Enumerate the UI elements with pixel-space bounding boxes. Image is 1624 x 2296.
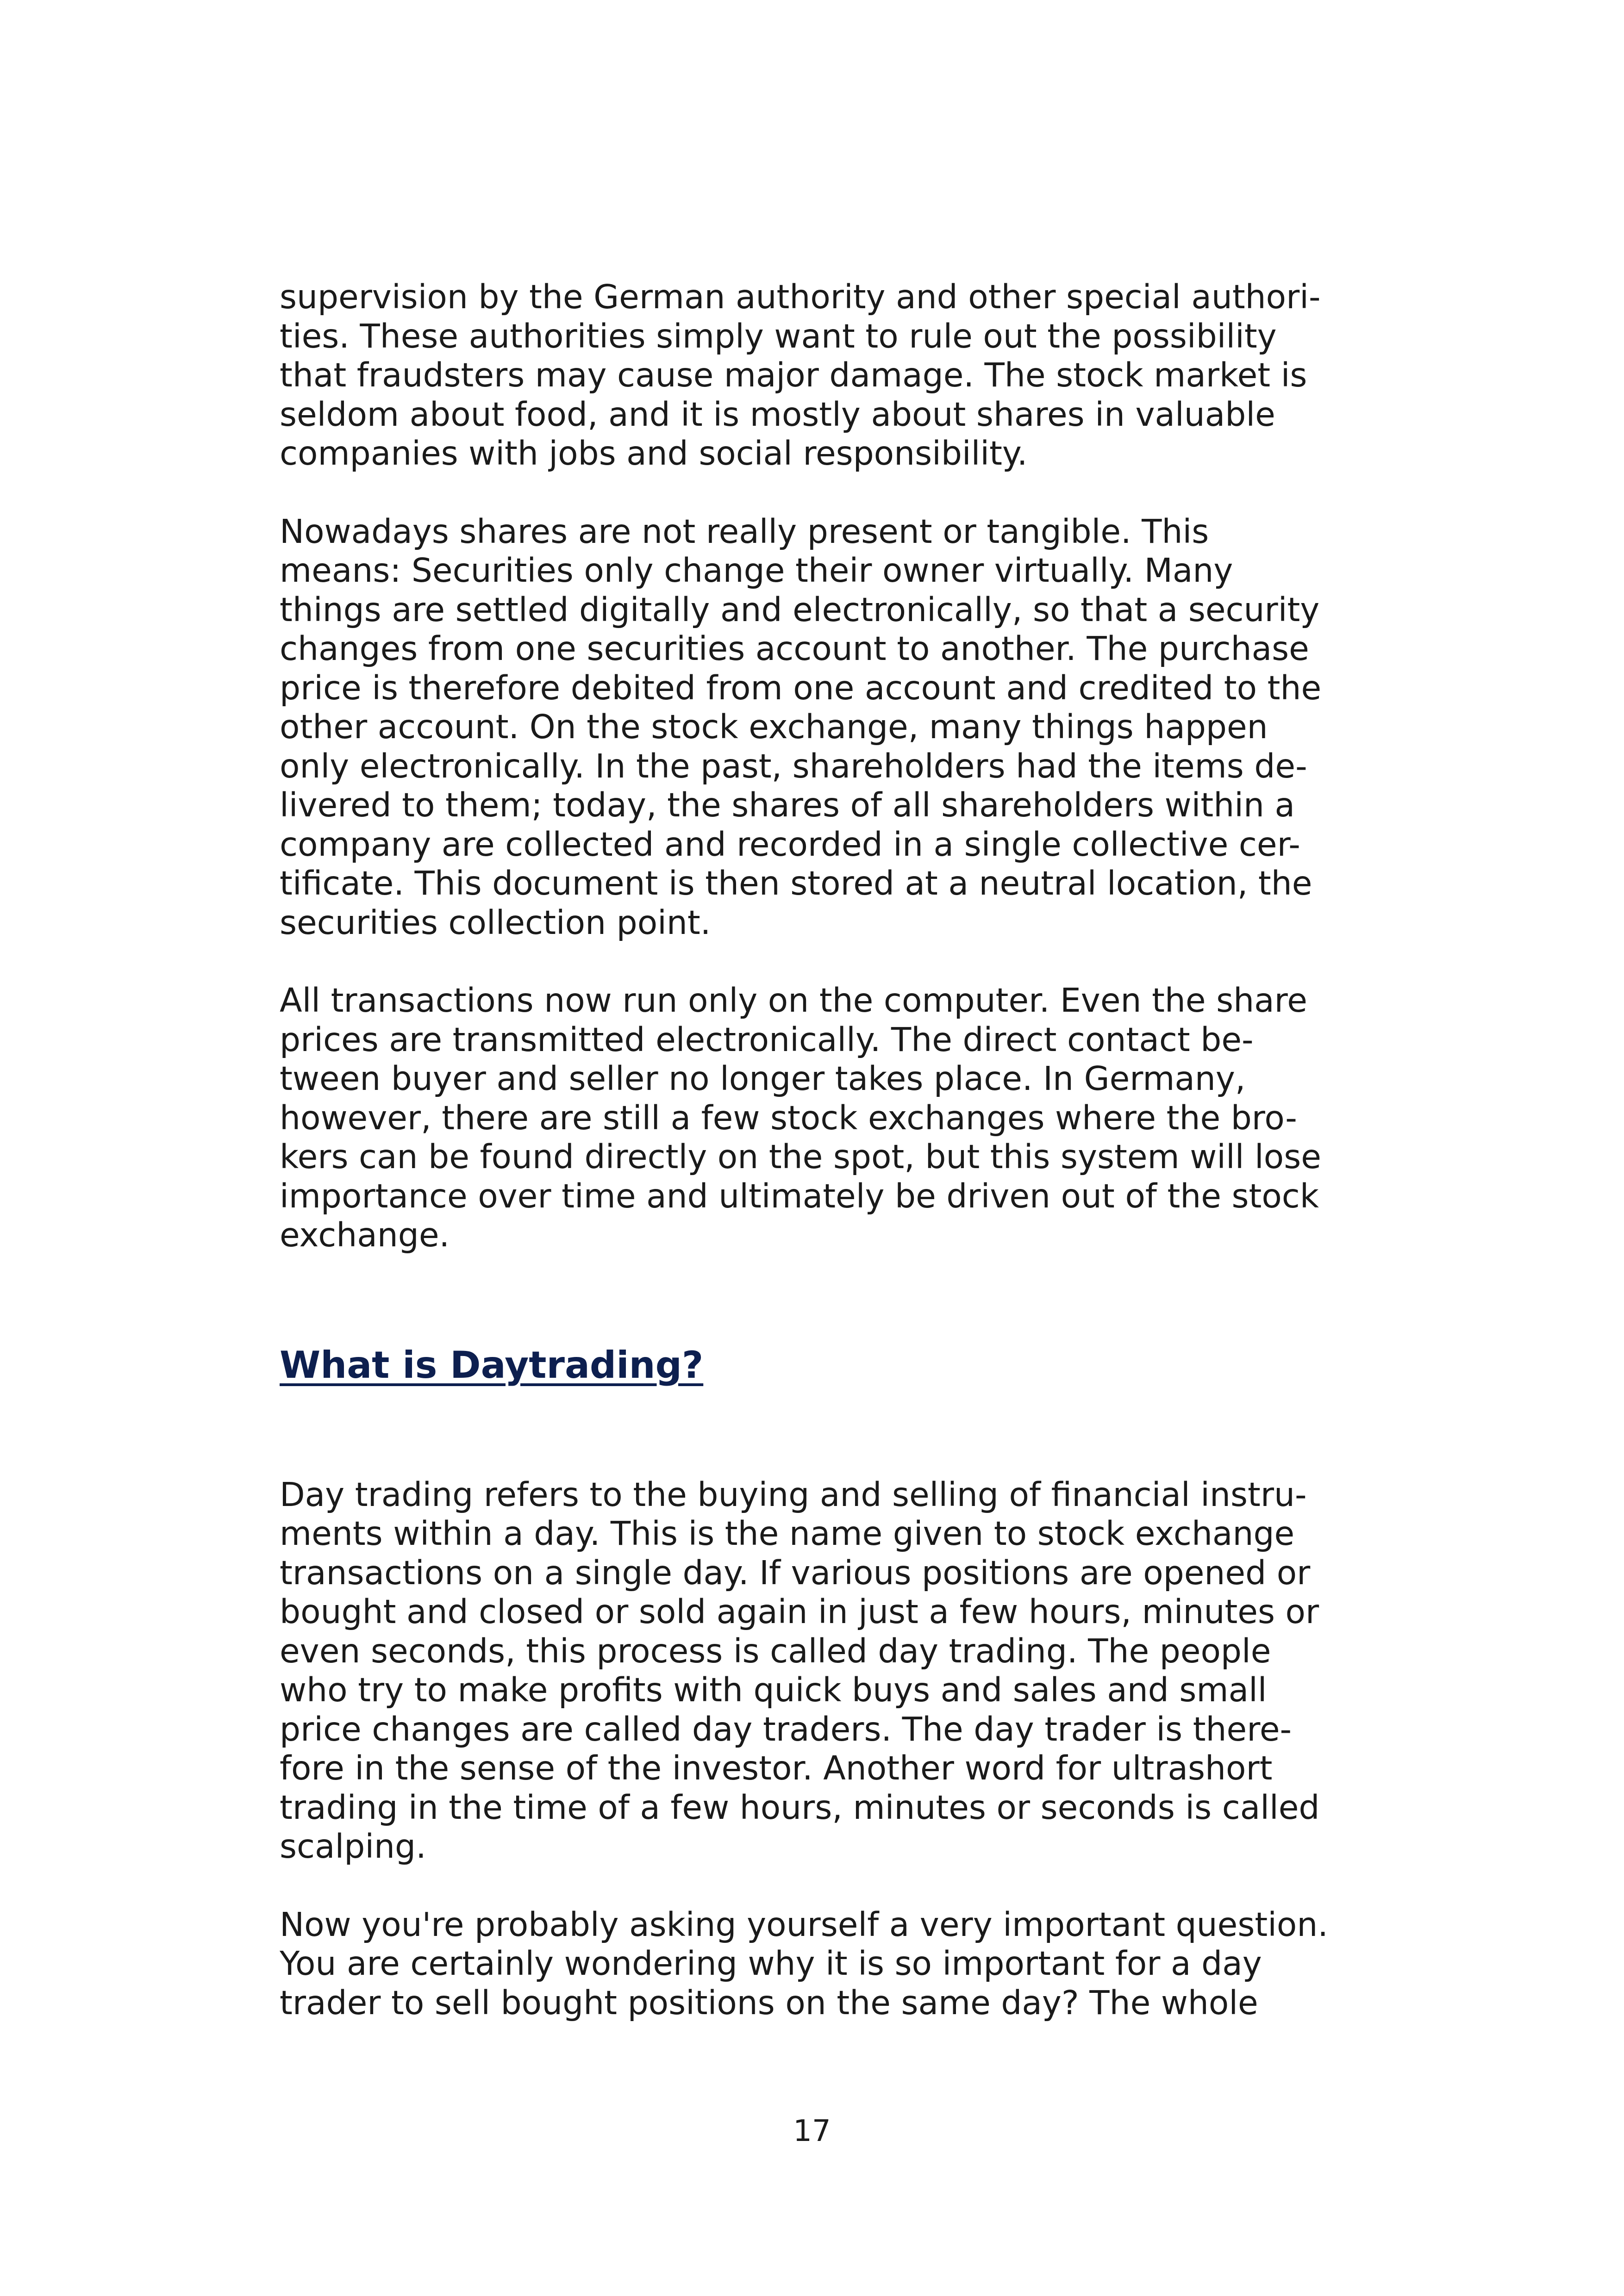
text-line: trading in the time of a few hours, minutes or seconds is called	[280, 1788, 1320, 1827]
text-line: company are collected and recorded in a single collective cer-	[280, 825, 1300, 864]
text-line: All transactions now run only on the computer. Even the share	[280, 981, 1307, 1020]
text-line: even seconds, this process is called day trading. The people	[280, 1631, 1271, 1670]
bottom-paragraphs	[280, 1475, 1363, 2023]
top-paragraphs	[280, 278, 1363, 1255]
text-line: ments within a day. This is the name given to stock exchange	[280, 1514, 1295, 1553]
text-line: Now you're probably asking yourself a very important question.	[280, 1905, 1328, 1944]
text-line: Nowadays shares are not really present or tangible. This	[280, 512, 1209, 551]
text-line: price is therefore debited from one account and credited to the	[280, 668, 1322, 707]
paragraph	[280, 981, 1363, 1255]
text-line: Day trading refers to the buying and selling of financial instru-	[280, 1475, 1307, 1514]
paragraph	[280, 512, 1363, 943]
paragraph	[280, 1475, 1363, 1867]
text-line: price changes are called day traders. The day trader is there-	[280, 1710, 1292, 1748]
text-line: tween buyer and seller no longer takes place. In Germany,	[280, 1059, 1246, 1098]
text-line: only electronically. In the past, shareholders had the items de-	[280, 747, 1307, 785]
text-line: kers can be found directly on the spot, but this system will lose	[280, 1138, 1321, 1176]
text-line: companies with jobs and social responsibility.	[280, 434, 1028, 473]
page-number: 17	[793, 2114, 831, 2148]
text-line: prices are transmitted electronically. The direct contact be-	[280, 1020, 1254, 1059]
text-line: fore in the sense of the investor. Another word for ultrashort	[280, 1749, 1273, 1787]
text-line: changes from one securities account to another. The purchase	[280, 629, 1309, 668]
text-line: that fraudsters may cause major damage. The stock market is	[280, 356, 1307, 394]
text-line: however, there are still a few stock exchanges where the bro-	[280, 1098, 1297, 1137]
text-line: importance over time and ultimately be driven out of the stock	[280, 1176, 1319, 1215]
paragraph	[280, 278, 1363, 473]
text-line: transactions on a single day. If various positions are opened or	[280, 1553, 1311, 1592]
text-line: who try to make profits with quick buys and sales and small	[280, 1671, 1267, 1709]
text-line: means: Securities only change their owner virtually. Many	[280, 551, 1233, 590]
paragraph	[280, 1905, 1363, 2023]
text-line: ties. These authorities simply want to rule out the possibility	[280, 317, 1277, 355]
text-line: tificate. This document is then stored at a neutral location, the	[280, 864, 1312, 902]
text-line: You are certainly wondering why it is so important for a day	[280, 1944, 1262, 1983]
text-line: bought and closed or sold again in just a few hours, minutes or	[280, 1593, 1319, 1631]
page-body	[280, 278, 1363, 2022]
text-line: livered to them; today, the shares of all shareholders within a	[280, 786, 1295, 824]
text-line: securities collection point.	[280, 903, 711, 942]
text-line: scalping.	[280, 1827, 426, 1866]
text-line: supervision by the German authority and other special authori-	[280, 278, 1321, 316]
text-line: trader to sell bought positions on the same day? The whole	[280, 1983, 1258, 2022]
text-line: other account. On the stock exchange, many things happen	[280, 708, 1268, 746]
section-heading: What is Daytrading?	[280, 1343, 704, 1387]
text-line: things are settled digitally and electronically, so that a security	[280, 590, 1320, 629]
section-heading-container	[280, 1343, 1363, 1388]
text-line: exchange.	[280, 1216, 450, 1254]
text-line: seldom about food, and it is mostly about shares in valuable	[280, 395, 1275, 434]
